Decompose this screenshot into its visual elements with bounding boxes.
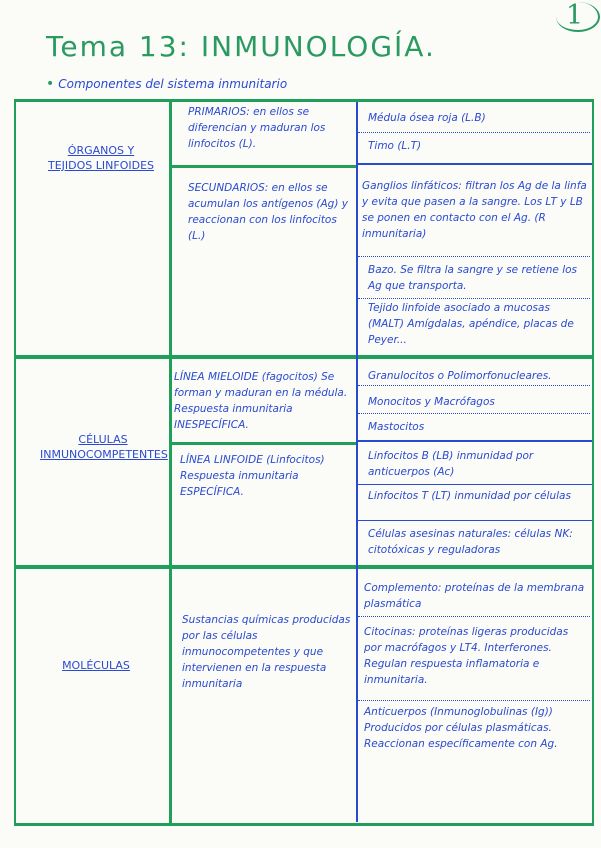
celulas-linfoide: LÍNEA LINFOIDE (Linfocitos) Respuesta inmunitaria ESPECÍFICA. (180, 454, 325, 498)
page-title: Tema 13: INMUNOLOGÍA. (46, 30, 436, 63)
column-divider-2 (356, 102, 358, 822)
celulas-row-4: Linfocitos B (LB) inmunidad por anticuerpos (Ac) (368, 450, 534, 478)
moleculas-category: MOLÉCULAS (62, 659, 130, 672)
moleculas-row-1: Complemento: proteínas de la membrana plasmática (364, 582, 585, 610)
celulas-row-2: Monocitos y Macrófagos (368, 396, 495, 408)
celulas-row-3: Mastocitos (368, 421, 425, 433)
organos-primarios: PRIMARIOS: en ellos se diferencian y maduran los linfocitos (L). (188, 106, 326, 150)
row-divider-2 (14, 565, 594, 569)
table-right-line (592, 99, 594, 826)
organos-dotted-2 (358, 256, 590, 257)
table-bottom-line (14, 823, 594, 826)
moleculas-middle: Sustancias químicas producidas por las células inmunocompetentes y que intervienen en la respuesta inmunitaria (182, 614, 351, 690)
row-divider-1 (14, 355, 594, 359)
celulas-subdivider (172, 442, 356, 445)
bullet-icon: • (46, 76, 55, 92)
organos-dotted-3 (358, 298, 590, 299)
organos-row-4: Bazo. Se filtra la sangre y se retiene los Ag que transporta. (368, 264, 578, 292)
organos-right-divider (358, 163, 592, 165)
celulas-dotted-2 (358, 413, 590, 414)
subtitle (46, 76, 287, 92)
celulas-mieloide: LÍNEA MIELOIDE (fagocitos) Se forman y maduran en la médula. Respuesta inmunitaria INESPECÍFICA. (174, 371, 348, 431)
celulas-row-6: Células asesinas naturales: células NK: citotóxicas y reguladoras (368, 528, 573, 556)
subtitle-text: Componentes del sistema inmunitario (58, 77, 288, 91)
organos-category: ÓRGANOS Y TEJIDOS LINFOIDES (48, 144, 154, 172)
celulas-right-divider-2 (358, 484, 592, 485)
organos-row-2: Timo (L.T) (368, 140, 422, 152)
celulas-right-divider-3 (358, 520, 592, 521)
celulas-row-5: Linfocitos T (LT) inmunidad por células (368, 490, 571, 502)
table-top-line (14, 99, 594, 102)
table-left-line (14, 99, 16, 826)
moleculas-dotted-1 (358, 616, 590, 617)
celulas-dotted-1 (358, 385, 590, 386)
celulas-category: CÉLULAS INMUNOCOMPETENTES (40, 433, 168, 461)
moleculas-row-3: Anticuerpos (Inmunoglobulinas (Ig)) Producidos por células plasmáticas. Reaccionan específicamente con Ag. (364, 706, 558, 750)
organos-row-5: Tejido linfoide asociado a mucosas (MALT) Amígdalas, apéndice, placas de Peyer... (368, 302, 574, 346)
organos-row-1: Médula ósea roja (L.B) (368, 112, 486, 124)
moleculas-dotted-2 (358, 700, 590, 701)
organos-secundarios: SECUNDARIOS: en ellos se acumulan los antígenos (Ag) y reaccionan con los linfocitos (L.) (188, 182, 348, 242)
organos-row-3: Ganglios linfáticos: filtran los Ag de la linfa y evita que pasen a la sangre. Los LT y LB se ponen en contacto con el Ag. (R inmunitaria) (362, 180, 587, 240)
celulas-right-divider (358, 440, 592, 442)
column-divider-1 (169, 99, 172, 826)
organos-subdivider (172, 165, 356, 168)
page-number: 1 (566, 0, 584, 31)
organos-dotted-1 (358, 132, 590, 133)
moleculas-row-2: Citocinas: proteínas ligeras producidas por macrófagos y LT4. Interferones. Regulan respuesta inflamatoria e inmunitaria. (364, 626, 569, 686)
celulas-row-1: Granulocitos o Polimorfonucleares. (368, 370, 552, 382)
